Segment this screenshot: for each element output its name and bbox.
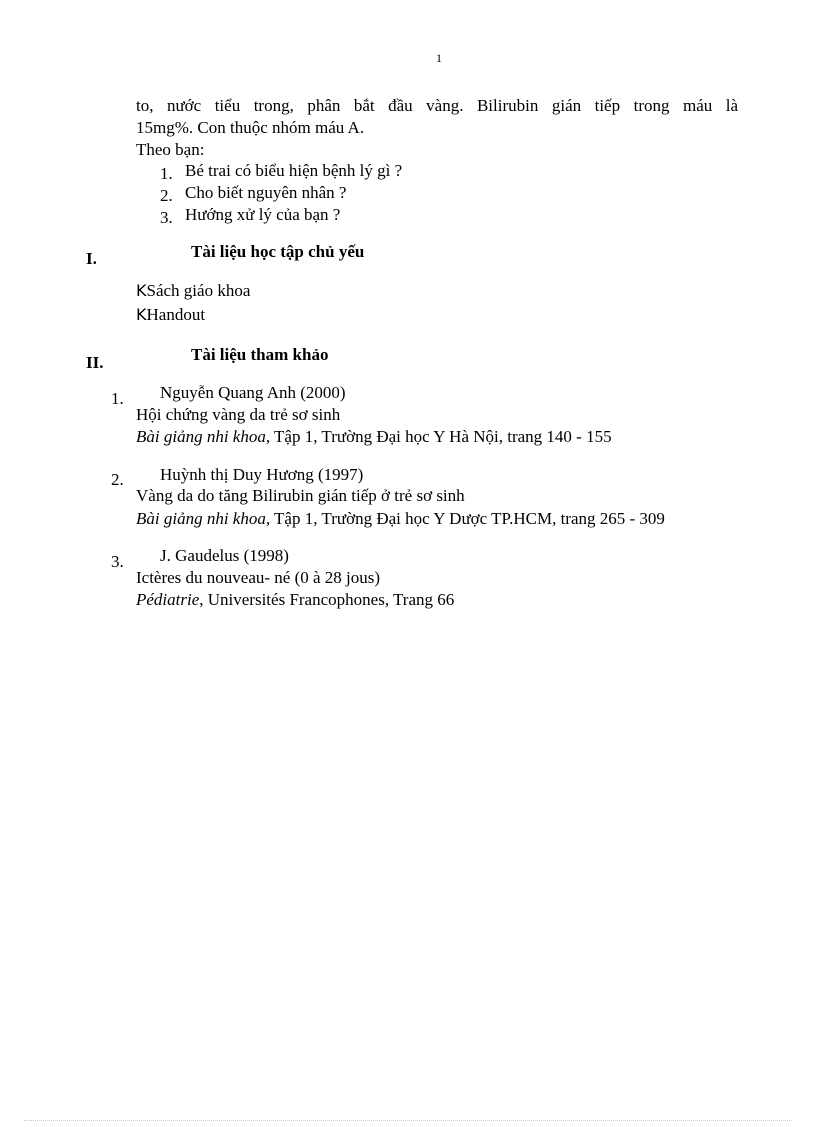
question-number: 1. bbox=[160, 164, 173, 183]
question-text: Hướng xử lý của bạn ? bbox=[185, 205, 341, 224]
reference-source: Pédiatrie, Universités Francophones, Trang 66 bbox=[136, 590, 455, 609]
question-number: 2. bbox=[160, 186, 173, 205]
reference-title: Ictères du nouveau- né (0 à 28 jous) bbox=[136, 568, 381, 587]
reference-title: Vàng da do tăng Bilirubin gián tiếp ở trẻ sơ sinh bbox=[136, 486, 465, 505]
reference-number: 1. bbox=[111, 389, 124, 408]
question-text: Bé trai có biểu hiện bệnh lý gì ? bbox=[185, 161, 403, 180]
question-number: 3. bbox=[160, 208, 173, 227]
question-text: Cho biết nguyên nhân ? bbox=[185, 183, 347, 202]
list-item: KHandout bbox=[136, 305, 206, 324]
page-number: 1 bbox=[436, 51, 442, 65]
bullet-icon: K bbox=[136, 305, 147, 324]
case-line-1: to, nước tiểu trong, phân bắt đầu vàng. Bilirubin gián tiếp trong máu là bbox=[136, 96, 738, 115]
case-line-2: 15mg%. Con thuộc nhóm máu A. bbox=[136, 118, 365, 137]
reference-source: Bài giảng nhi khoa, Tập 1, Trường Đại học Y Hà Nội, trang 140 - 155 bbox=[136, 427, 612, 446]
section-1-title: Tài liệu học tập chủ yếu bbox=[191, 242, 365, 261]
reference-author: Nguyễn Quang Anh (2000) bbox=[160, 383, 346, 402]
section-2-title: Tài liệu tham khảo bbox=[191, 345, 329, 364]
reference-source: Bài giảng nhi khoa, Tập 1, Trường Đại học Y Dược TP.HCM, trang 265 - 309 bbox=[136, 509, 665, 528]
reference-number: 3. bbox=[111, 552, 124, 571]
reference-author: Huỳnh thị Duy Hương (1997) bbox=[160, 465, 364, 484]
section-2-number: II. bbox=[86, 353, 104, 372]
reference-author: J. Gaudelus (1998) bbox=[160, 546, 289, 565]
page-bottom-border bbox=[24, 1120, 792, 1121]
reference-number: 2. bbox=[111, 470, 124, 489]
section-1-number: I. bbox=[86, 249, 97, 268]
case-prompt: Theo bạn: bbox=[136, 140, 205, 159]
reference-title: Hội chứng vàng da trẻ sơ sinh bbox=[136, 405, 341, 424]
list-item: KSách giáo khoa bbox=[136, 281, 251, 300]
bullet-icon: K bbox=[136, 281, 147, 300]
